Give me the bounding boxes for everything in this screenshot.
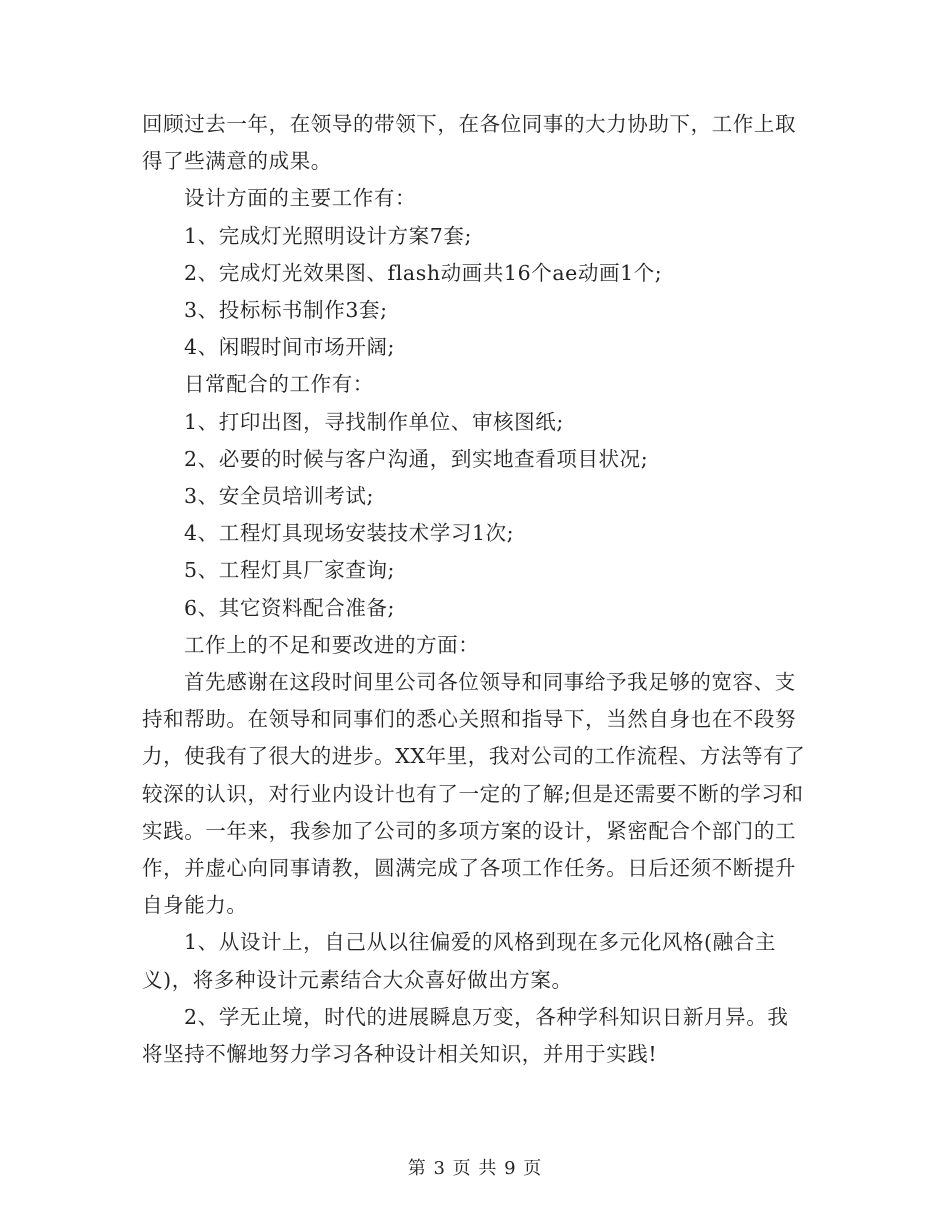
paragraph-thanks: 首先感谢在这段时间里公司各位领导和同事给予我足够的宽容、支持和帮助。在领导和同事们的悉心关照和指导下，当然自身也在不段努力，使我有了很大的进步。XX年里，我对公司的工作流程、方法等有了较深的认识，对行业内设计也有了一定的了解;但是还需要不断的学习和实践。一年来，我参加了公司的多项方案的设计，紧密配合个部门的工作，并虚心向同事请教，圆满完成了各项工作任务。日后还须不断提升自身能力。 — [142, 670, 806, 918]
paragraph-point-2: 2、学无止境，时代的进展瞬息万变，各种学科知识日新月异。我将坚持不懈地努力学习各种设计相关知识，并用于实践! — [142, 1004, 789, 1067]
paragraph-design-heading: 设计方面的主要工作有： — [184, 186, 417, 211]
document-body — [142, 106, 807, 1073]
page-number-footer: 第 3 页 共 9 页 — [407, 1158, 543, 1179]
paragraph-intro: 回顾过去一年，在领导的带领下，在各位同事的大力协助下，工作上取得了些满意的成果。 — [142, 112, 797, 174]
paragraph-improvement-heading: 工作上的不足和要改进的方面： — [184, 632, 480, 657]
list-item: 5、工程灯具厂家查询; — [184, 558, 396, 583]
list-item: 2、完成灯光效果图、flash动画共16个ae动画1个; — [184, 260, 663, 285]
list-item: 3、投标标书制作3套; — [184, 298, 388, 323]
paragraph-daily-heading: 日常配合的工作有： — [184, 372, 374, 397]
list-item: 1、完成灯光照明设计方案7套; — [184, 223, 472, 248]
list-item: 2、必要的时候与客户沟通，到实地查看项目状况; — [184, 446, 649, 471]
list-item: 1、打印出图，寻找制作单位、审核图纸; — [184, 409, 564, 434]
list-item: 6、其它资料配合准备; — [184, 595, 396, 620]
list-item: 4、工程灯具现场安装技术学习1次; — [184, 521, 515, 546]
list-item: 3、安全员培训考试; — [184, 484, 374, 509]
list-item: 4、闲暇时间市场开阔; — [184, 335, 396, 360]
paragraph-point-1: 1、从设计上，自己从以往偏爱的风格到现在多元化风格(融合主义)，将多种设计元素结合大众喜好做出方案。 — [142, 930, 776, 992]
